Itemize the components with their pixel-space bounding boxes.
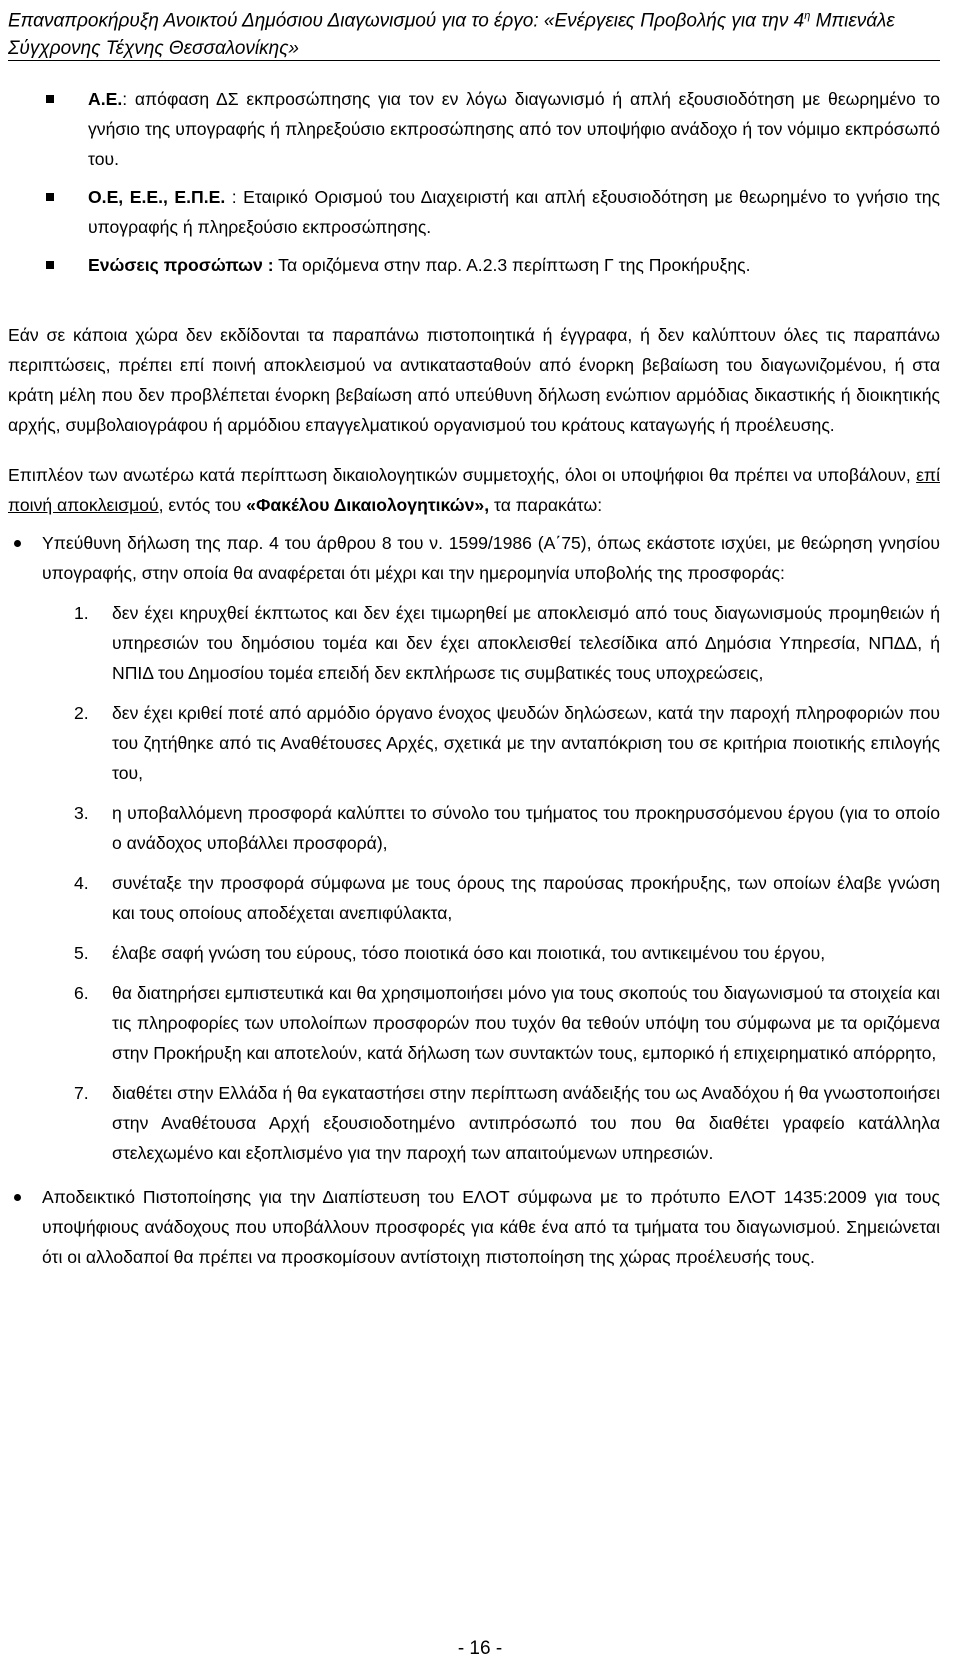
header-line-1: Επαναπροκήρυξη Ανοικτού Δημόσιου Διαγωνισμού για το έργο: «Ενέργειες Προβολής για την $4^\eta$ Μπιενάλε	[8, 10, 895, 32]
square-item: Α.Ε.: απόφαση ΔΣ εκπροσώπησης για τον εν λόγω διαγωνισμό ή απλή εξουσιοδότηση με θεωρημένο το γνήσιο της υπογραφής ή πληρεξούσιο εκπροσώπησης από τον υποψήφιο ανάδοχο ή τον νόμιμο εκπρόσωπό του.	[8, 84, 940, 174]
square-bullet-icon	[46, 193, 54, 201]
header-line-2: Σύγχρονης Τέχνης Θεσσαλονίκης»	[8, 38, 300, 60]
document-body	[8, 84, 940, 1272]
page-number: - 16 -	[457, 1638, 503, 1659]
square-bullet-icon	[46, 95, 54, 103]
square-item: Ενώσεις προσώπων : Τα οριζόμενα στην παρ. Α.2.3 περίπτωση Γ της Προκήρυξης.	[8, 250, 940, 280]
square-item: Ο.Ε, Ε.Ε., Ε.Π.Ε. : Εταιρικό Ορισμού του Διαχειριστή και απλή εξουσιοδότηση με θεωρημένο το γνήσιο της υπογραφής ή πληρεξούσιο εκπροσώπησης.	[8, 182, 940, 242]
square-bullet-icon	[46, 261, 54, 269]
bullet-item-elot-certification: Αποδεικτικό Πιστοποίησης για την Διαπίστευση του ΕΛΟΤ σύμφωνα με το πρότυπο ΕΛΟΤ 1435:2009 για τους υποψήφιους ανάδοχους που υποβάλλουν προσφορές για κάθε ένα από τα τμήματα του διαγωνισμού. Σημειώνεται ότι οι αλλοδαποί θα πρέπει να προσκομίσουν αντίστοιχη πιστοποίηση της χώρας προέλευσής τους.	[8, 1182, 940, 1272]
numbered-item: 7. διαθέτει στην Ελλάδα ή θα εγκαταστήσει στην περίπτωση ανάδειξής του ως Αναδόχου ή θα γνωστοποιήσει στην Αναθέτουσα Αρχή εξουσιοδοτημένο αντιπρόσωπό του που θα διαθέτει γραφείο κατάλληλα στελεχωμένο και εξοπλισμένο για την παροχή των απαιτούμενων υπηρεσιών.	[74, 1083, 940, 1163]
running-header	[8, 2, 938, 63]
bullet-item-responsible-declaration: Υπεύθυνη δήλωση της παρ. 4 του άρθρου 8 του ν. 1599/1986 (Α΄75), όπως εκάστοτε ισχύει, με θεώρηση γνησίου υπογραφής, στην οποία θα αναφέρεται ότι μέχρι και την ημερομηνία υποβολής της προσφοράς:	[8, 528, 940, 588]
paragraph-additional-documents: Επιπλέον των ανωτέρω κατά περίπτωση δικαιολογητικών συμμετοχής, όλοι οι υποψήφιοι θα πρέπει να υποβάλουν, επί ποινή αποκλεισμού, εντός του «Φακέλου Δικαιολογητικών», τα παρακάτω:	[8, 465, 940, 515]
numbered-item: 1. δεν έχει κηρυχθεί έκπτωτος και δεν έχει τιμωρηθεί με αποκλεισμό από τους διαγωνισμούς προμηθειών ή υπηρεσιών του δημόσιου τομέα και δεν έχει αποκλεισθεί τελεσίδικα από Δημόσια Υπηρεσία, ΝΠΔΔ, ή ΝΠΙΔ του Δημοσίου τομέα επειδή δεν εκπλήρωσε τις συμβατικές τους υποχρεώσεις,	[74, 603, 940, 683]
numbered-item: 6. θα διατηρήσει εμπιστευτικά και θα χρησιμοποιήσει μόνο για τους σκοπούς του διαγωνισμού τα στοιχεία και τις πληροφορίες των υπολοίπων προσφορών που τυχόν θα τεθούν υπόψη του σύμφωνα με τα οριζόμενα στην Προκήρυξη και αποτελούν, κατά δήλωση των συντακτών τους, εμπορικό ή επιχειρηματικό απόρρητο,	[74, 983, 940, 1063]
round-bullet-icon	[14, 540, 21, 547]
numbered-item: 3. η υποβαλλόμενη προσφορά καλύπτει το σύνολο του τμήματος του προκηρυσσόμενου έργου (για το οποίο ο ανάδοχος υποβάλλει προσφορά),	[74, 803, 940, 853]
numbered-item: 5. έλαβε σαφή γνώση του εύρους, τόσο ποιοτικά όσο και ποιοτικά, του αντικειμένου του έργου,	[74, 943, 826, 963]
paragraph-substitute-certificates: Εάν σε κάποια χώρα δεν εκδίδονται τα παραπάνω πιστοποιητικά ή έγγραφα, ή δεν καλύπτουν όλες τις παραπάνω περιπτώσεις, πρέπει επί ποινή αποκλεισμού να αντικατασταθούν από ένορκη βεβαίωση του διαγωνιζομένου, ή στα κράτη μέλη που δεν προβλέπεται ένορκη βεβαίωση από υπεύθυνη δήλωση ενώπιον αρμόδιας δικαστικής ή διοικητικής αρχής, συμβολαιογράφου ή αρμόδιου επαγγελματικού οργανισμού του κράτους καταγωγής ή προέλευσης.	[8, 325, 940, 435]
header-rule	[8, 60, 940, 61]
numbered-item: 2. δεν έχει κριθεί ποτέ από αρμόδιο όργανο ένοχος ψευδών δηλώσεων, κατά την παροχή πληροφοριών που του ζητήθηκε από τις Αναθέτουσες Αρχές, σχετικά με την ανταπόκριση του σε κριτήρια ποιοτικής επιλογής του,	[74, 703, 940, 783]
numbered-item: 4. συνέταξε την προσφορά σύμφωνα με τους όρους της παρούσας προκήρυξης, των οποίων έλαβε γνώση και τους οποίους αποδέχεται ανεπιφύλακτα,	[74, 873, 940, 923]
round-bullet-icon	[14, 1194, 21, 1201]
